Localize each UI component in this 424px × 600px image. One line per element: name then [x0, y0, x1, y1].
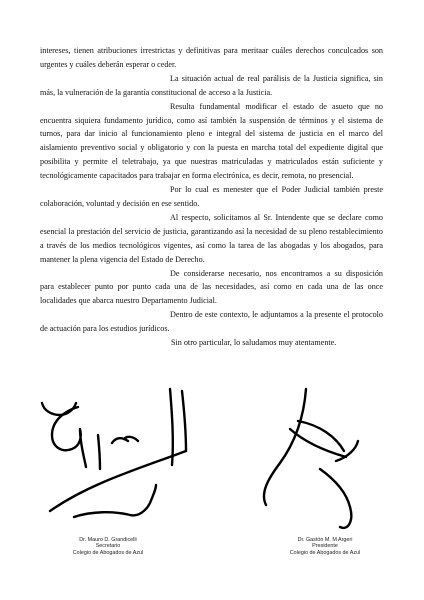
signature-right-image: [250, 385, 390, 535]
signature-block-right: [265, 537, 385, 556]
signature-left-image: [20, 385, 230, 535]
paragraph-2: La situación actual de real parálisis de la Justicia significa, sin más, la vulneración de la garantía constitucional de acceso a la Justicia.: [40, 73, 383, 97]
signature-block-left: [48, 537, 168, 556]
signer-org-right: Colegio de Abogados de Azul: [289, 549, 361, 556]
paragraph-7: Dentro de este contexto, le adjuntamos a la presente el protocolo de actuación para los estudios jurídicos.: [40, 310, 383, 334]
signer-name-right: Dr. Gastón M. M Argeri: [297, 537, 353, 543]
paragraph-3: Resulta fundamental modificar el estado de asueto que no encuentra siquiera fundamento jurídico, como así también la suspensión de términos y el sistema de turnos, para dar inicio al funcionamiento pleno e integral del sistema de justicia en el marco del aislamiento preventivo social y obligatorio y con la puesta en marcha total del expediente digital que posibilita y permite el teletrabajo, ya que nuestras matriculadas y matriculados están suficiente y tecnológicamente capacitados para trabajar en forma electrónica, es decir, remota, no presencial.: [40, 101, 383, 181]
closing-line: Sin otro particular, lo saludamos muy atentamente.: [171, 338, 337, 348]
signer-name-left: Dr. Mauro D. Grandicelli: [79, 537, 137, 543]
paragraph-4: Por lo cual es menester que el Poder Judicial también preste colaboración, voluntad y decisión en ese sentido.: [40, 185, 383, 208]
paragraph-6: De considerarse necesario, nos encontramos a su disposición para establecer punto por punto cada una de las necesidades, así como en cada una de las once localidades que abarca nuestro Departamento Judicial.: [40, 268, 383, 306]
signer-org-left: Colegio de Abogados de Azul: [72, 549, 144, 556]
paragraph-5: Al respecto, solicitamos al Sr. Intendente que se declare como esencial la prestación del servicio de justicia, garantizando así la necesidad de su pleno restablecimiento a través de los medios tecnológicos vigentes, así como la tarea de las abogadas y los abogados, para mantener la plena vigencia del Estado de Derecho.: [40, 212, 383, 264]
signer-role-right: Presidente: [312, 543, 338, 550]
paragraph-1: intereses, tienen atribuciones irrestrictas y definitivas para meritaar cuáles derechos conculcados son urgentes y cuáles deberán esperar o ceder.: [40, 46, 383, 69]
signer-role-left: Secretario: [95, 543, 121, 550]
